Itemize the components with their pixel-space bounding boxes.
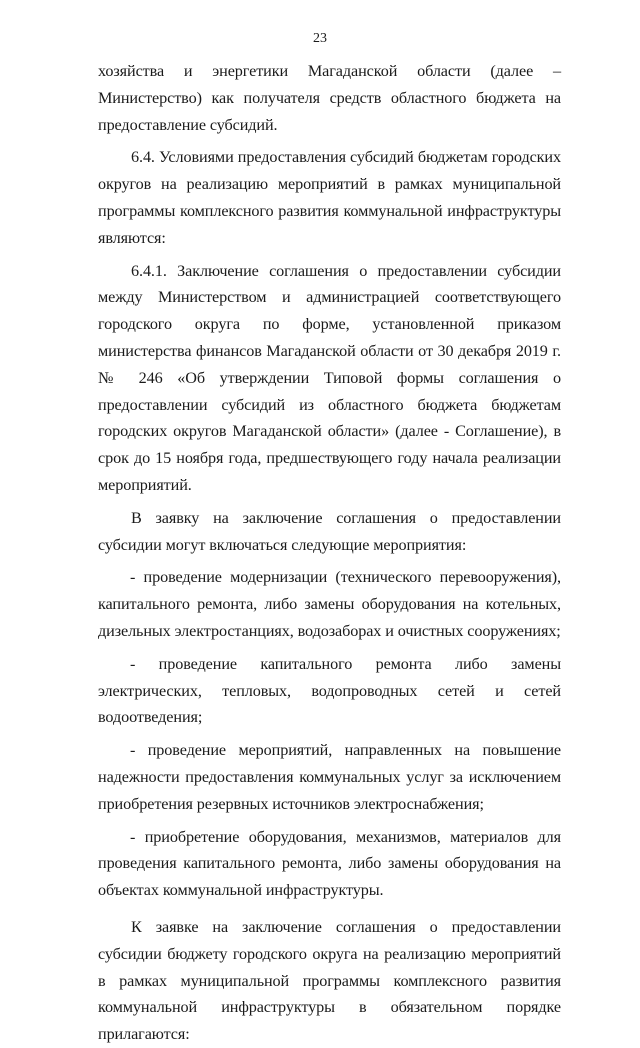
paragraph-section-6-4-1: 6.4.1. Заключение соглашения о предоставлении субсидии между Министерством и администрацией соответствующего городского округа по форме, установленной приказом министерства финансов Магаданской области от 30 декабря 2019 г. № 246 «Об утверждении Типовой формы соглашения о предоставлении субсидий из областного бюджета бюджетам городских округов Магаданской области» (далее - Соглашение), в срок до 15 ноября года, предшествующего году начала реализации мероприятий. bbox=[98, 261, 561, 494]
paragraph-continuation: хозяйства и энергетики Магаданской области (далее – Министерство) как получателя средств областного бюджета на предоставление субсидий. bbox=[98, 62, 561, 134]
list-item-reliability: - проведение мероприятий, направленных на повышение надежности предоставления коммунальных услуг за исключением приобретения резервных источников электроснабжения; bbox=[98, 741, 561, 813]
page-number: 23 bbox=[313, 31, 327, 46]
list-item-network-repair: - проведение капитального ремонта либо замены электрических, тепловых, водопроводных сетей и сетей водоотведения; bbox=[98, 654, 561, 727]
list-item-equipment-purchase: - приобретение оборудования, механизмов, материалов для проведения капитального ремонта, либо замены оборудования на объектах коммунальной инфраструктуры. bbox=[98, 827, 561, 900]
paragraph-application-intro: В заявку на заключение соглашения о предоставлении субсидии могут включаться следующие мероприятия: bbox=[98, 508, 561, 554]
list-item-modernization: - проведение модернизации (технического перевооружения), капитального ремонта, либо замены оборудования на котельных, дизельных электростанциях, водозаборах и очистных сооружениях; bbox=[98, 568, 561, 640]
document-body bbox=[98, 58, 561, 1048]
paragraph-section-6-4: 6.4. Условиями предоставления субсидий бюджетам городских округов на реализацию мероприятий в рамках муниципальной программы комплексного развития коммунальной инфраструктуры являются: bbox=[98, 148, 561, 247]
paragraph-attachments-intro: К заявке на заключение соглашения о предоставлении субсидии бюджету городского округа на реализацию мероприятий в рамках муниципальной программы комплексного развития коммунальной инфраструктуры в обязательном порядке прилагаются: bbox=[98, 917, 561, 1044]
